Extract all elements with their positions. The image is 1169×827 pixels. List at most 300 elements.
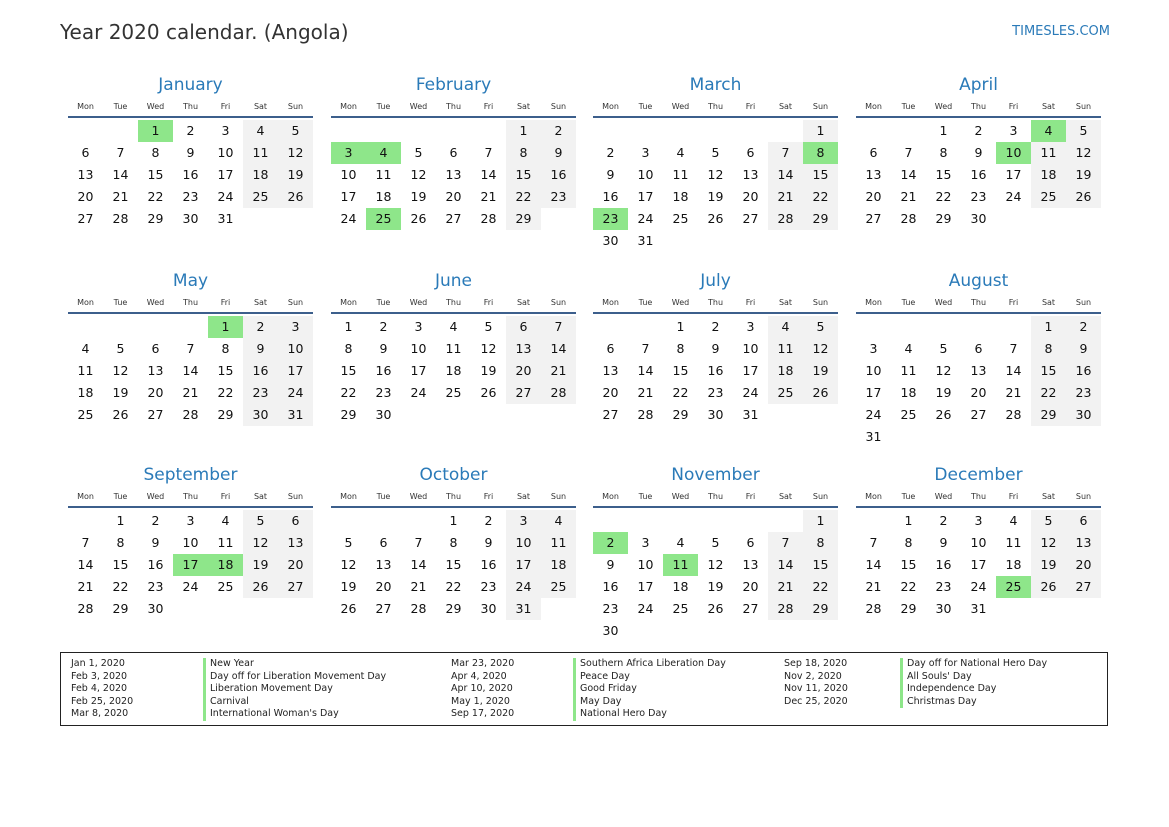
day-cell: 17 xyxy=(637,579,654,594)
day-cell: 30 xyxy=(1066,404,1101,426)
day-cell: 19 xyxy=(935,385,952,400)
day-cell: 25 xyxy=(1031,186,1066,208)
day-cell: 28 xyxy=(112,211,129,226)
day-cell: 27 xyxy=(970,407,987,422)
day-cell: 27 xyxy=(506,382,541,404)
day-cell: 15 xyxy=(935,167,952,182)
day-cell: 30 xyxy=(602,233,619,248)
day-empty xyxy=(68,510,103,532)
day-grid xyxy=(856,510,1101,620)
day-empty xyxy=(401,120,436,142)
day-cell: 10 xyxy=(970,535,987,550)
day-cell: 5 xyxy=(1066,120,1101,142)
day-cell: 29 xyxy=(803,208,838,230)
day-cell: 11 xyxy=(77,363,94,378)
day-cell: 22 xyxy=(147,189,164,204)
day-cell: 19 xyxy=(243,554,278,576)
day-cell: 27 xyxy=(865,211,882,226)
day-cell: 20 xyxy=(278,554,313,576)
day-cell: 27 xyxy=(742,211,759,226)
day-cell: 7 xyxy=(116,145,125,160)
day-cell: 8 xyxy=(449,535,458,550)
weekday-label: Tue xyxy=(113,298,128,307)
weekday-header xyxy=(331,98,576,118)
weekday-label: Mon xyxy=(77,102,94,111)
day-cell: 25 xyxy=(672,211,689,226)
day-cell: 28 xyxy=(865,601,882,616)
day-cell: 14 xyxy=(768,164,803,186)
day-cell: 30 xyxy=(243,404,278,426)
weekday-label: Wed xyxy=(671,298,690,307)
holiday-day-cell: 18 xyxy=(208,554,243,576)
holiday-day-cell: 4 xyxy=(1031,120,1066,142)
day-cell: 16 xyxy=(707,363,724,378)
holiday-date: Jan 1, 2020 xyxy=(71,658,125,669)
day-cell: 15 xyxy=(672,363,689,378)
weekday-label: Fri xyxy=(483,102,494,111)
day-cell: 9 xyxy=(711,341,720,356)
day-empty xyxy=(698,510,733,532)
day-cell: 26 xyxy=(278,186,313,208)
day-cell: 26 xyxy=(803,382,838,404)
day-grid xyxy=(68,120,313,230)
day-cell: 19 xyxy=(707,579,724,594)
day-cell: 12 xyxy=(112,363,129,378)
day-cell: 12 xyxy=(1066,142,1101,164)
day-cell: 3 xyxy=(414,319,423,334)
day-empty xyxy=(996,316,1031,338)
day-cell: 28 xyxy=(1005,407,1022,422)
weekday-label: Wed xyxy=(671,102,690,111)
day-cell: 24 xyxy=(410,385,427,400)
day-cell: 12 xyxy=(243,532,278,554)
day-cell: 4 xyxy=(676,145,685,160)
day-cell: 14 xyxy=(541,338,576,360)
day-cell: 28 xyxy=(900,211,917,226)
day-cell: 5 xyxy=(711,145,720,160)
day-cell: 8 xyxy=(506,142,541,164)
day-cell: 25 xyxy=(768,382,803,404)
day-cell: 5 xyxy=(414,145,423,160)
day-cell: 5 xyxy=(243,510,278,532)
day-cell: 17 xyxy=(637,189,654,204)
day-cell: 21 xyxy=(480,189,497,204)
day-cell: 1 xyxy=(116,513,125,528)
day-empty xyxy=(436,120,471,142)
page-title: Year 2020 calendar. (Angola) xyxy=(60,20,349,44)
day-cell: 31 xyxy=(217,211,234,226)
weekday-label: Fri xyxy=(745,298,756,307)
weekday-label: Wed xyxy=(934,102,953,111)
day-cell: 21 xyxy=(900,189,917,204)
day-cell: 26 xyxy=(243,576,278,598)
day-cell: 23 xyxy=(182,189,199,204)
holiday-name: New Year xyxy=(203,658,386,671)
day-cell: 4 xyxy=(676,535,685,550)
day-cell: 12 xyxy=(480,341,497,356)
weekday-label: Sat xyxy=(778,102,793,111)
weekday-label: Sun xyxy=(550,102,567,111)
day-cell: 23 xyxy=(480,579,497,594)
day-cell: 8 xyxy=(676,341,685,356)
weekday-label: Tue xyxy=(376,492,391,501)
day-cell: 18 xyxy=(672,189,689,204)
day-cell: 9 xyxy=(484,535,493,550)
day-grid xyxy=(593,120,838,252)
holiday-date: Feb 3, 2020 xyxy=(71,670,128,682)
weekday-header xyxy=(331,294,576,314)
day-empty xyxy=(401,510,436,532)
weekday-label: Thu xyxy=(445,298,462,307)
day-cell: 28 xyxy=(768,208,803,230)
day-cell: 18 xyxy=(768,360,803,382)
day-cell: 23 xyxy=(707,385,724,400)
day-cell: 27 xyxy=(147,407,164,422)
day-cell: 24 xyxy=(278,382,313,404)
day-cell: 22 xyxy=(803,576,838,598)
weekday-label: Sat xyxy=(778,492,793,501)
day-cell: 28 xyxy=(77,601,94,616)
holiday-date: Feb 4, 2020 xyxy=(71,683,128,695)
day-cell: 29 xyxy=(112,601,129,616)
month-january xyxy=(68,72,313,230)
day-cell: 4 xyxy=(904,341,913,356)
weekday-label: Tue xyxy=(113,102,128,111)
holiday-name: Liberation Movement Day xyxy=(203,683,386,696)
month-name: May xyxy=(172,271,209,291)
day-cell: 11 xyxy=(768,338,803,360)
day-grid xyxy=(331,510,576,620)
day-cell: 20 xyxy=(970,385,987,400)
day-cell: 1 xyxy=(904,513,913,528)
month-march xyxy=(593,72,838,252)
day-cell: 24 xyxy=(637,601,654,616)
site-link[interactable]: TIMESLES.COM xyxy=(1012,24,1110,39)
day-cell: 11 xyxy=(1031,142,1066,164)
weekday-label: Fri xyxy=(220,298,231,307)
month-november xyxy=(593,462,838,642)
day-empty xyxy=(698,120,733,142)
day-cell: 25 xyxy=(541,576,576,598)
day-cell: 26 xyxy=(340,601,357,616)
day-cell: 8 xyxy=(116,535,125,550)
day-empty xyxy=(961,316,996,338)
holiday-name: International Woman's Day xyxy=(203,708,386,721)
day-cell: 15 xyxy=(1031,360,1066,382)
day-cell: 6 xyxy=(151,341,160,356)
day-cell: 11 xyxy=(445,341,462,356)
day-empty xyxy=(663,120,698,142)
weekday-label: Mon xyxy=(865,492,882,501)
day-cell: 4 xyxy=(1009,513,1018,528)
day-cell: 5 xyxy=(484,319,493,334)
day-cell: 16 xyxy=(602,579,619,594)
day-cell: 10 xyxy=(865,363,882,378)
day-cell: 15 xyxy=(340,363,357,378)
month-name: June xyxy=(434,271,473,291)
day-cell: 25 xyxy=(243,186,278,208)
day-empty xyxy=(856,316,891,338)
day-cell: 5 xyxy=(278,120,313,142)
day-cell: 17 xyxy=(217,167,234,182)
holiday-day-cell: 25 xyxy=(996,576,1031,598)
weekday-label: Thu xyxy=(182,298,199,307)
day-empty xyxy=(628,316,663,338)
day-cell: 23 xyxy=(375,385,392,400)
weekday-label: Thu xyxy=(970,298,987,307)
month-december xyxy=(856,462,1101,620)
day-cell: 9 xyxy=(541,142,576,164)
holiday-date: Mar 23, 2020 xyxy=(451,658,515,669)
holiday-date: May 1, 2020 xyxy=(451,695,510,707)
day-cell: 28 xyxy=(768,598,803,620)
holiday-name: National Hero Day xyxy=(573,708,726,721)
weekday-label: Wed xyxy=(934,298,953,307)
day-cell: 7 xyxy=(641,341,650,356)
day-empty xyxy=(593,316,628,338)
weekday-header xyxy=(593,488,838,508)
weekday-label: Mon xyxy=(865,102,882,111)
weekday-label: Mon xyxy=(340,492,357,501)
weekday-label: Sun xyxy=(287,298,304,307)
day-cell: 27 xyxy=(375,601,392,616)
day-cell: 2 xyxy=(243,316,278,338)
holiday-day-cell: 23 xyxy=(593,208,628,230)
day-cell: 27 xyxy=(278,576,313,598)
day-cell: 21 xyxy=(182,385,199,400)
weekday-label: Wed xyxy=(934,492,953,501)
weekday-label: Mon xyxy=(602,298,619,307)
day-cell: 21 xyxy=(1005,385,1022,400)
day-cell: 31 xyxy=(278,404,313,426)
holiday-date: Apr 4, 2020 xyxy=(451,670,507,682)
day-cell: 5 xyxy=(711,535,720,550)
day-empty xyxy=(103,316,138,338)
weekday-label: Mon xyxy=(602,102,619,111)
day-cell: 31 xyxy=(506,598,541,620)
day-cell: 11 xyxy=(243,142,278,164)
day-cell: 15 xyxy=(217,363,234,378)
day-cell: 16 xyxy=(935,557,952,572)
day-cell: 6 xyxy=(606,341,615,356)
day-cell: 24 xyxy=(340,211,357,226)
holiday-day-cell: 25 xyxy=(366,208,401,230)
day-cell: 1 xyxy=(803,510,838,532)
day-cell: 19 xyxy=(112,385,129,400)
day-cell: 16 xyxy=(541,164,576,186)
day-cell: 2 xyxy=(939,513,948,528)
day-cell: 20 xyxy=(602,385,619,400)
day-empty xyxy=(856,510,891,532)
day-cell: 20 xyxy=(375,579,392,594)
month-name: July xyxy=(700,271,731,291)
day-cell: 18 xyxy=(375,189,392,204)
month-february xyxy=(331,72,576,230)
day-cell: 3 xyxy=(221,123,230,138)
day-cell: 6 xyxy=(506,316,541,338)
weekday-header xyxy=(856,488,1101,508)
day-cell: 9 xyxy=(379,341,388,356)
day-empty xyxy=(366,120,401,142)
day-cell: 3 xyxy=(641,145,650,160)
day-cell: 12 xyxy=(803,338,838,360)
day-cell: 1 xyxy=(344,319,353,334)
day-cell: 3 xyxy=(506,510,541,532)
day-cell: 19 xyxy=(278,164,313,186)
weekday-label: Sat xyxy=(516,102,531,111)
holiday-day-cell: 2 xyxy=(593,532,628,554)
day-cell: 16 xyxy=(970,167,987,182)
day-cell: 16 xyxy=(602,189,619,204)
day-cell: 17 xyxy=(278,360,313,382)
day-grid xyxy=(68,316,313,426)
weekday-label: Tue xyxy=(638,298,653,307)
holiday-day-cell: 4 xyxy=(366,142,401,164)
month-name: August xyxy=(948,271,1009,291)
day-cell: 13 xyxy=(445,167,462,182)
day-cell: 23 xyxy=(935,579,952,594)
day-cell: 31 xyxy=(637,233,654,248)
day-empty xyxy=(593,120,628,142)
day-grid xyxy=(68,510,313,620)
day-cell: 4 xyxy=(243,120,278,142)
day-cell: 14 xyxy=(1005,363,1022,378)
month-name: September xyxy=(143,465,238,485)
weekday-label: Sat xyxy=(778,298,793,307)
day-cell: 29 xyxy=(147,211,164,226)
holiday-day-cell: 10 xyxy=(996,142,1031,164)
day-cell: 18 xyxy=(445,363,462,378)
day-cell: 31 xyxy=(742,407,759,422)
day-cell: 22 xyxy=(1031,382,1066,404)
day-cell: 24 xyxy=(970,579,987,594)
weekday-label: Wed xyxy=(146,492,165,501)
day-empty xyxy=(366,510,401,532)
day-cell: 22 xyxy=(217,385,234,400)
day-cell: 9 xyxy=(606,557,615,572)
day-cell: 14 xyxy=(865,557,882,572)
day-cell: 30 xyxy=(935,601,952,616)
day-empty xyxy=(68,120,103,142)
day-cell: 11 xyxy=(672,167,689,182)
holiday-date-column xyxy=(451,658,514,721)
day-cell: 18 xyxy=(900,385,917,400)
month-september xyxy=(68,462,313,620)
day-cell: 17 xyxy=(742,363,759,378)
holiday-date-column xyxy=(784,658,848,708)
day-cell: 30 xyxy=(182,211,199,226)
day-cell: 3 xyxy=(186,513,195,528)
day-cell: 17 xyxy=(340,189,357,204)
holiday-day-cell: 1 xyxy=(208,316,243,338)
holiday-day-cell: 3 xyxy=(331,142,366,164)
day-cell: 25 xyxy=(900,407,917,422)
day-cell: 22 xyxy=(112,579,129,594)
day-cell: 1 xyxy=(939,123,948,138)
day-cell: 29 xyxy=(935,211,952,226)
day-cell: 22 xyxy=(672,385,689,400)
day-cell: 27 xyxy=(445,211,462,226)
day-cell: 6 xyxy=(449,145,458,160)
day-cell: 5 xyxy=(344,535,353,550)
day-cell: 6 xyxy=(869,145,878,160)
holiday-name: Good Friday xyxy=(573,683,726,696)
day-cell: 7 xyxy=(541,316,576,338)
day-cell: 7 xyxy=(768,142,803,164)
day-cell: 22 xyxy=(900,579,917,594)
day-cell: 24 xyxy=(865,407,882,422)
day-cell: 19 xyxy=(480,363,497,378)
day-cell: 15 xyxy=(506,164,541,186)
weekday-label: Sat xyxy=(516,492,531,501)
day-cell: 12 xyxy=(340,557,357,572)
day-cell: 7 xyxy=(869,535,878,550)
weekday-label: Fri xyxy=(1008,492,1019,501)
weekday-label: Thu xyxy=(707,102,724,111)
holiday-day-cell: 8 xyxy=(803,142,838,164)
holiday-date: Sep 17, 2020 xyxy=(451,708,515,720)
day-cell: 3 xyxy=(869,341,878,356)
day-cell: 6 xyxy=(1066,510,1101,532)
day-empty xyxy=(628,120,663,142)
weekday-label: Thu xyxy=(445,102,462,111)
holiday-date: Apr 10, 2020 xyxy=(451,683,513,695)
holiday-date: Dec 25, 2020 xyxy=(784,695,848,707)
day-cell: 4 xyxy=(81,341,90,356)
day-cell: 6 xyxy=(974,341,983,356)
day-empty xyxy=(768,510,803,532)
weekday-label: Tue xyxy=(376,102,391,111)
weekday-label: Wed xyxy=(671,492,690,501)
day-cell: 10 xyxy=(217,145,234,160)
weekday-label: Sun xyxy=(287,102,304,111)
weekday-label: Mon xyxy=(340,102,357,111)
day-cell: 21 xyxy=(768,186,803,208)
holiday-name: All Souls' Day xyxy=(900,671,1047,684)
day-cell: 12 xyxy=(278,142,313,164)
day-cell: 4 xyxy=(449,319,458,334)
weekday-label: Tue xyxy=(901,492,916,501)
day-cell: 23 xyxy=(243,382,278,404)
day-cell: 21 xyxy=(410,579,427,594)
day-cell: 16 xyxy=(243,360,278,382)
day-cell: 13 xyxy=(970,363,987,378)
weekday-label: Thu xyxy=(182,492,199,501)
day-grid xyxy=(593,510,838,642)
holiday-name-column xyxy=(203,658,386,721)
day-cell: 13 xyxy=(375,557,392,572)
weekday-label: Wed xyxy=(409,492,428,501)
day-cell: 11 xyxy=(375,167,392,182)
day-cell: 22 xyxy=(803,186,838,208)
day-cell: 2 xyxy=(606,145,615,160)
day-empty xyxy=(593,510,628,532)
day-cell: 29 xyxy=(672,407,689,422)
holiday-name: Christmas Day xyxy=(900,696,1047,709)
day-cell: 11 xyxy=(541,532,576,554)
day-cell: 18 xyxy=(243,164,278,186)
day-cell: 30 xyxy=(375,407,392,422)
day-cell: 28 xyxy=(637,407,654,422)
month-april xyxy=(856,72,1101,230)
day-cell: 20 xyxy=(147,385,164,400)
weekday-header xyxy=(331,488,576,508)
day-cell: 17 xyxy=(506,554,541,576)
day-cell: 26 xyxy=(707,211,724,226)
day-empty xyxy=(173,316,208,338)
holiday-date: Nov 2, 2020 xyxy=(784,670,842,682)
day-cell: 3 xyxy=(974,513,983,528)
